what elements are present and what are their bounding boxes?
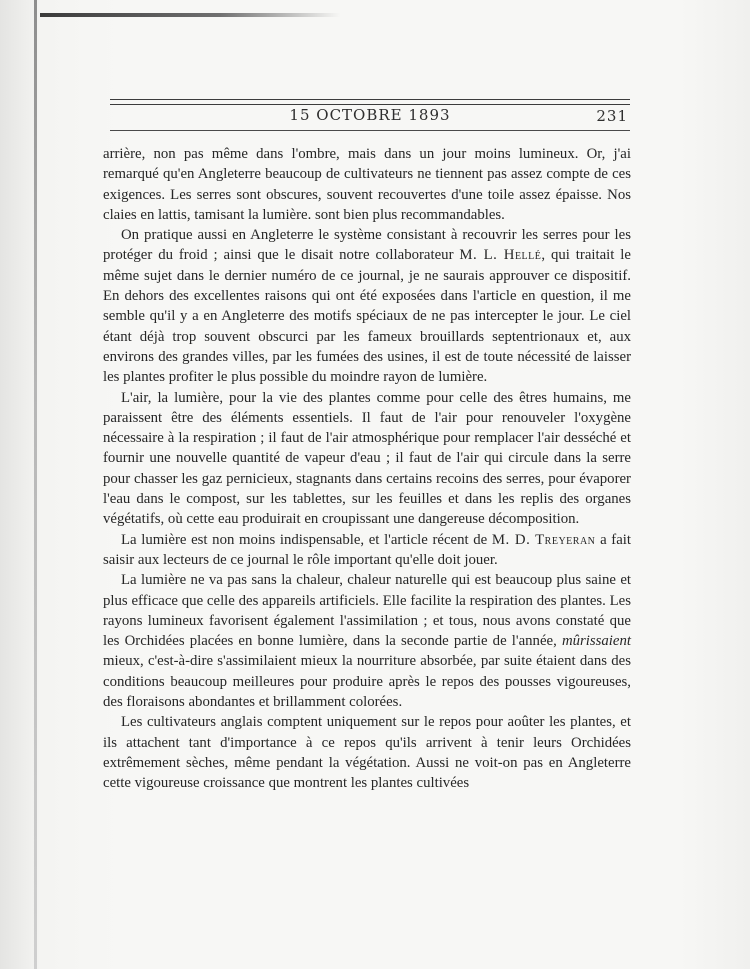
header-rule-bottom (110, 130, 630, 131)
author-name: M. D. Treyeran (491, 531, 596, 548)
italic-term: mûrissaient (561, 633, 631, 650)
paragraph-light-indispensable (103, 530, 631, 571)
running-head-date: 15 OCTOBRE 1893 (289, 106, 451, 124)
paragraph-text: a fait saisir aux lecteurs de ce journal le rôle important qu'elle doit jouer. (103, 531, 632, 568)
article-body (103, 144, 631, 794)
paragraph-light-heat (103, 570, 631, 712)
author-name: M. L. Hellé (459, 247, 542, 264)
scan-shadow-top (40, 13, 340, 17)
paragraph-air-light: L'air, la lumière, pour la vie des plantes comme pour celle des êtres humains, me paraissent être des éléments essentiels. Il faut de l'air pour renouveler l'oxygène nécessaire à la respiration ; il faut de l'air atmosphérique pour remplacer l'air desséché et fournir une nouvelle quantité de vapeur d'eau ; il faut de l'air qui circule dans la serre pour chasser les gaz pernicieux, stagnants dans certains recoins des serres, pour évaporer l'eau dans le compost, sur les tablettes, sur les feuilles et dans les replis des organes végétatifs, où cette eau produirait en croupissant une dangereuse décomposition. (103, 389, 631, 528)
paragraph-english-growers: Les cultivateurs anglais comptent uniquement sur le repos pour aoûter les plantes, et ils attachent tant d'importance à ce repos qu'ils arrivent à tenir leurs Orchidées extrêmement sèches, même pendant la végétation. Aussi ne voit-on pas en Angleterre cette vigoureuse croissance que montrent les plantes cultivées (103, 714, 631, 792)
paragraph-continuation: arrière, non pas même dans l'ombre, mais dans un jour moins lumineux. Or, j'ai remarqué qu'en Angleterre beaucoup de cultivateurs ne tiennent pas assez compte de ces exigences. Les serres sont obscures, souvent recouvertes d'une toile assez épaisse. Nos claies en lattis, tamisant la lumière. sont bien plus recommandables. (103, 146, 631, 223)
header-rule-top (110, 99, 630, 100)
paragraph-text: La lumière ne va pas sans la chaleur, chaleur naturelle qui est beaucoup plus saine et plus efficace que celle des appareils artificiels. Elle facilite la respiration des plantes. Les rayons lumineux favorisent également l'assimilation ; et tous, nous avons constaté que les Orchidées placées en bonne lumière, dans la seconde partie de l'année, (103, 572, 631, 650)
paragraph-text: mieux, c'est-à-dire s'assimilaient mieux la nourriture absorbée, par suite étaient dans des conditions beaucoup meilleures pour produire après le repos des pousses vigoureuses, des floraisons abondantes et brillamment colorées. (103, 653, 631, 711)
paragraph-text: On pratique aussi en Angleterre le système consistant à recouvrir les serres pour les protéger du froid ; ainsi que le disait notre collaborateur (103, 227, 631, 264)
scan-shadow-left (34, 0, 37, 969)
page-number: 231 (596, 107, 628, 125)
paragraph-greenhouse-covering (103, 225, 631, 387)
paragraph-text: , qui traitait le même sujet dans le dernier numéro de ce journal, je ne saurais approuver ce dispositif. En dehors des excellentes raisons qui ont été exposées dans l'article en question, il me semble qu'il y a en Angleterre des motifs spéciaux de ne pas intercepter le jour. Le ciel étant déjà trop souvent obscurci par les fameux brouillards septentrionaux et, aux environs des grandes villes, par les fumées des usines, il est de toute nécessité de laisser les plantes profiter le plus possible du moindre rayon de lumière. (103, 247, 631, 386)
paragraph-text: La lumière est non moins indispensable, et l'article récent de (121, 531, 492, 548)
header-rule-second (110, 104, 630, 105)
running-head (110, 106, 630, 128)
